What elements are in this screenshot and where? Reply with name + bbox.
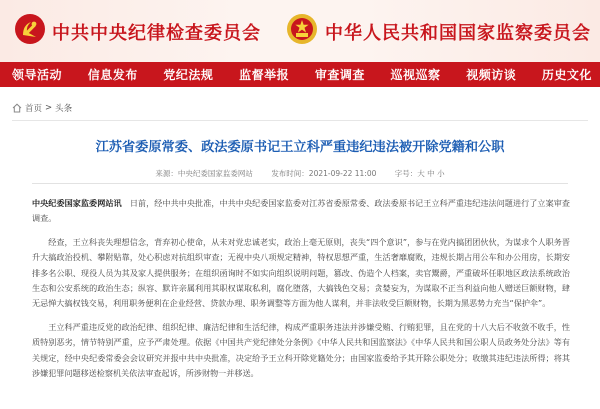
- nsc-title: 中华人民共和国国家监察委员会: [325, 23, 591, 44]
- main-nav: [0, 62, 600, 87]
- divider: [12, 120, 588, 121]
- header-banner: [0, 0, 600, 62]
- breadcrumb-home[interactable]: 首页: [25, 104, 43, 114]
- article-paragraph: 经查，王立科丧失理想信念，背弃初心使命，从未对党忠诚老实，政治上毫无原则，丧失“四个意识”，参与在党内搞团团伙伙，为谋求个人职务晋升大搞政治投机、攀附贴靠，处心积虑对抗组织审查；无视中央八项规定精神，特权思想严重，生活奢靡腐败，违规长期占用公车和办公用房，长期安排多名公职、现役人员为其及家人提供服务；在组织函询时不如实向组织说明问题，篡改、伪造个人档案，卖官鬻爵，严重破坏任职地区政法系统政治生态和公安系统的政治生态；纵容、默许亲属利用其职权谋取私利，腐化堕落，大搞钱色交易；贪婪妄为，为谋取不正当利益向他人赠送巨额财物，肆无忌惮大搞权钱交易，利用职务便利在企业经营、贷款办理、职务调整等方面为他人谋利，并非法收受巨额财物，长期为黑恶势力充当“保护伞”。: [32, 236, 570, 309]
- paragraph-text: 日前，经中共中央批准，中共中央纪委国家监委对江苏省委原常委、政法委原书记王立科严重违纪违法问题进行了立案审查调查。: [32, 198, 570, 224]
- nav-item-report[interactable]: 监督举报: [239, 68, 290, 82]
- article-source-tag: 中央纪委国家监委网站讯: [32, 198, 122, 208]
- font-size-control[interactable]: 字号：大 中 小: [394, 169, 445, 178]
- nav-item-history[interactable]: 历史文化: [541, 68, 592, 82]
- article-meta: [0, 168, 600, 179]
- cpc-ccdi-title: 中共中央纪律检查委员会: [52, 23, 261, 44]
- nav-item-party-regulations[interactable]: 党纪法规: [163, 68, 214, 82]
- home-icon: [12, 103, 22, 113]
- article-paragraph: 王立科严重违反党的政治纪律、组织纪律、廉洁纪律和生活纪律，构成严重职务违法并涉嫌受贿、行贿犯罪，且在党的十八大后不收敛不收手，性质特别恶劣，情节特别严重，应予严肃处理。依据《中国共产党纪律处分条例》《中华人民共和国监察法》《中华人民共和国公职人员政务处分法》等有关规定，经中央纪委常委会会议研究并报中共中央批准，决定给予王立科开除党籍处分；由国家监委给予其开除公职处分；收缴其违纪违法所得；将其涉嫌犯罪问题移送检察机关依法审查起诉，所涉财物一并移送。: [32, 321, 570, 379]
- breadcrumb-separator: >: [45, 103, 53, 113]
- nav-item-info-release[interactable]: 信息发布: [87, 68, 138, 82]
- national-emblem-icon: [286, 13, 318, 45]
- nav-item-inspection[interactable]: 巡视巡察: [390, 68, 441, 82]
- nav-item-video[interactable]: 视频访谈: [466, 68, 517, 82]
- party-emblem-icon: [14, 13, 46, 45]
- article-time: 发布时间：2021-09-22 11:00: [271, 169, 377, 178]
- nav-item-leadership[interactable]: 领导活动: [12, 68, 63, 82]
- article-title: 江苏省委原常委、政法委原书记王立科严重违纪违法被开除党籍和公职: [95, 140, 505, 155]
- breadcrumb-current[interactable]: 头条: [55, 104, 73, 114]
- article-paragraph: [32, 196, 570, 227]
- article-body: [32, 196, 570, 389]
- divider: [32, 183, 568, 184]
- nav-item-investigation[interactable]: 审查调查: [314, 68, 365, 82]
- article-source: 来源：中央纪委国家监委网站: [155, 169, 253, 178]
- breadcrumb: [12, 102, 72, 114]
